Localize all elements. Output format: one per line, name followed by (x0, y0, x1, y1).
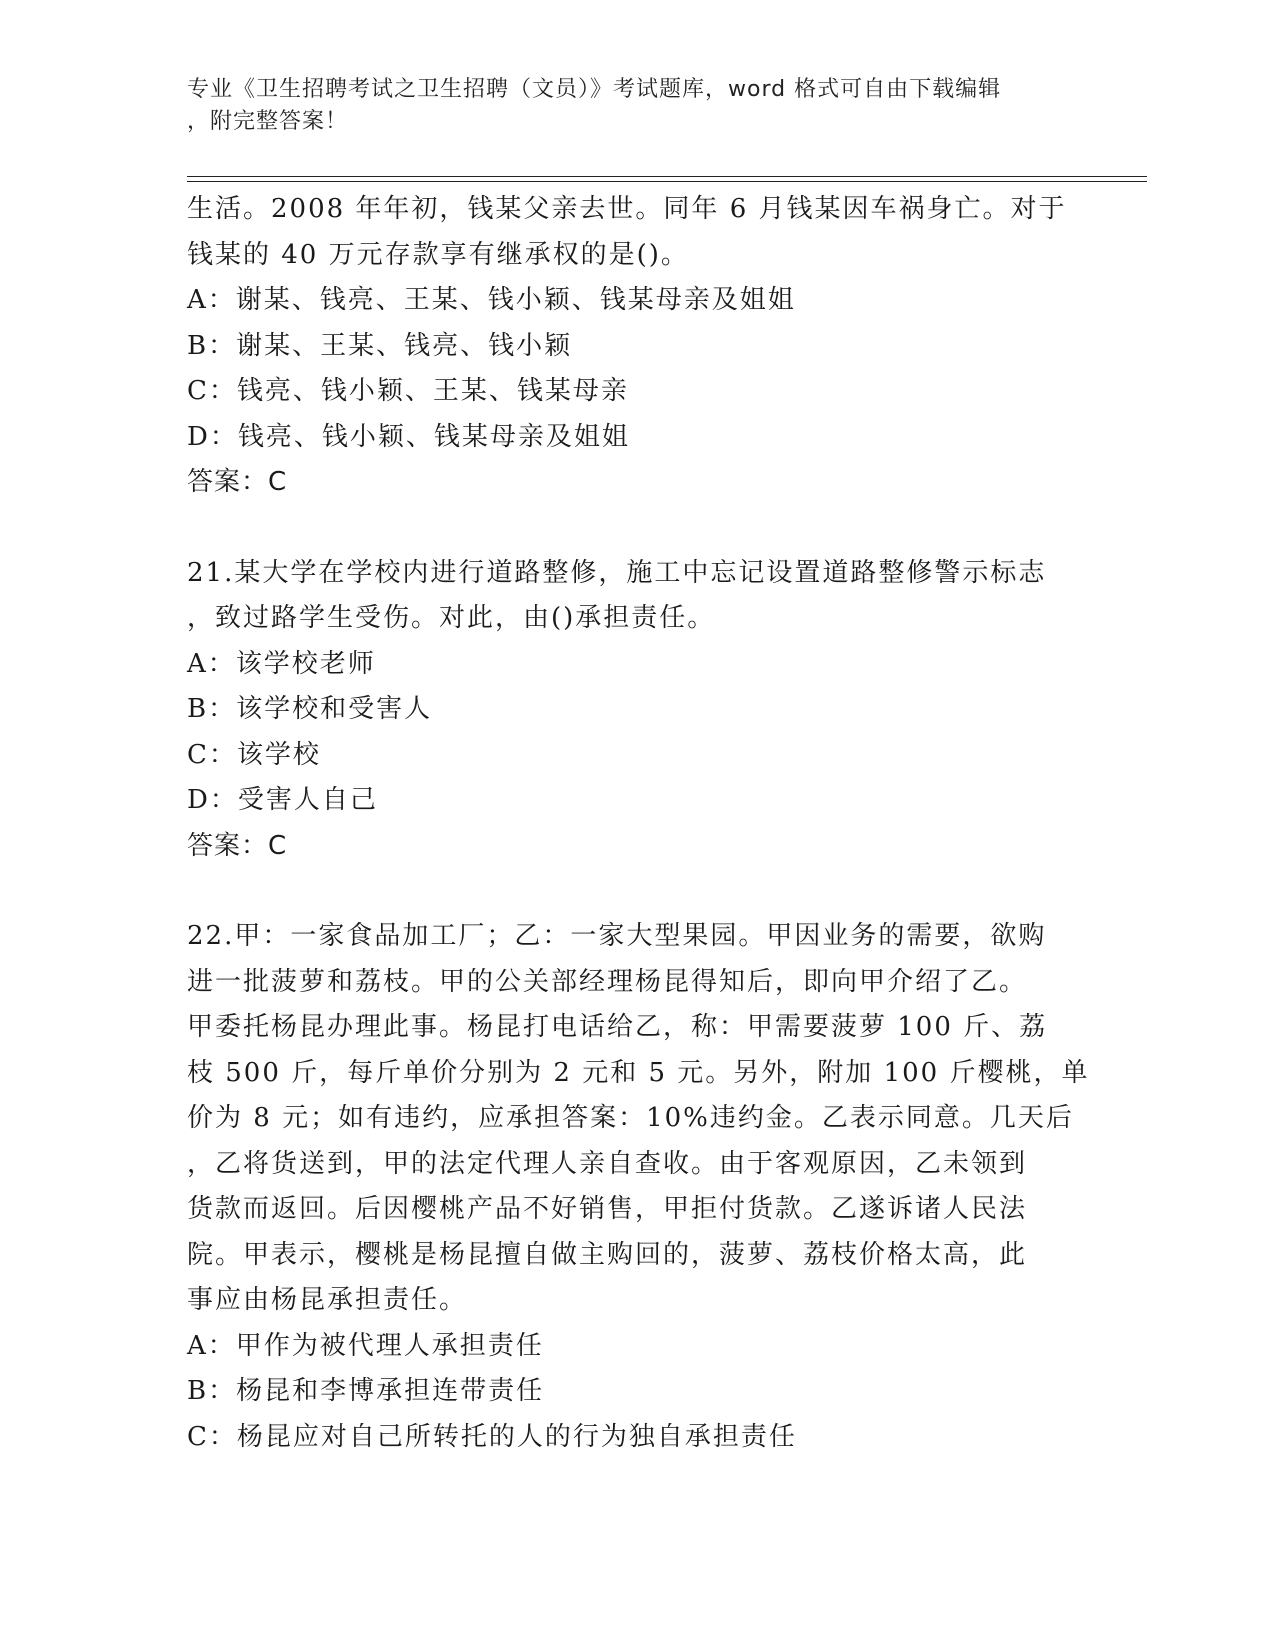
question-stem-line: 进一批菠萝和荔枝。甲的公关部经理杨昆得知后，即向甲介绍了乙。 (187, 966, 1028, 997)
question-22 (187, 914, 1090, 1460)
answer-line: 答案：C (187, 467, 288, 497)
option-d: D：受害人自己 (187, 785, 378, 815)
question-stem-line: ，乙将货送到，甲的法定代理人亲自查收。由于客观原因，乙未领到 (187, 1148, 1028, 1179)
spacer (187, 506, 1087, 551)
question-stem-line: 21.某大学在学校内进行道路整修，施工中忘记设置道路整修警示标志 (187, 557, 1047, 588)
question-stem-line: 价为 8 元；如有违约，应承担答案：10%违约金。乙表示同意。几天后 (187, 1103, 1074, 1133)
option-c: C：杨昆应对自己所转托的人的行为独自承担责任 (187, 1421, 797, 1452)
question-stem-line: 院。甲表示，樱桃是杨昆擅自做主购回的，菠萝、荔枝价格太高，此 (187, 1239, 1028, 1270)
option-d: D：钱亮、钱小颖、钱某母亲及姐姐 (187, 421, 630, 452)
question-stem-line: 枝 500 斤，每斤单价分别为 2 元和 5 元。另外，附加 100 斤樱桃，单 (187, 1057, 1090, 1088)
option-a: A：该学校老师 (187, 648, 376, 679)
question-stem-line: ，致过路学生受伤。对此，由()承担责任。 (187, 603, 716, 633)
option-c: C：该学校 (187, 739, 321, 770)
option-a: A：谢某、钱亮、王某、钱小颖、钱某母亲及姐姐 (187, 285, 796, 315)
spacer (187, 869, 1087, 914)
question-stem-line: 钱某的 40 万元存款享有继承权的是()。 (187, 239, 689, 270)
option-b: B：该学校和受害人 (187, 694, 433, 724)
page-header (187, 74, 1067, 138)
question-stem-line: 22.甲：一家食品加工厂；乙：一家大型果园。甲因业务的需要，欲购 (187, 921, 1047, 951)
option-a: A：甲作为被代理人承担责任 (187, 1330, 544, 1361)
option-b: B：杨昆和李博承担连带责任 (187, 1376, 545, 1406)
header-divider-bottom (187, 181, 1147, 182)
question-stem-line: 事应由杨昆承担责任。 (187, 1285, 468, 1315)
option-b: B：谢某、王某、钱亮、钱小颖 (187, 330, 573, 361)
document-body (187, 187, 1090, 1460)
question-21 (187, 551, 1087, 870)
answer-line: 答案：C (187, 830, 288, 861)
option-c: C：钱亮、钱小颖、王某、钱某母亲 (187, 376, 629, 406)
question-stem-line: 生活。2008 年年初，钱某父亲去世。同年 6 月钱某因车祸身亡。对于 (187, 194, 1067, 224)
header-line-1: 专业《卫生招聘考试之卫生招聘（文员）》考试题库，word 格式可自由下载编辑 (187, 77, 1002, 102)
header-divider-top (187, 176, 1147, 177)
question-20 (187, 187, 1087, 506)
header-line-2: ，附完整答案！ (187, 109, 349, 134)
question-stem-line: 甲委托杨昆办理此事。杨昆打电话给乙，称：甲需要菠萝 100 斤、荔 (187, 1012, 1048, 1042)
question-stem-line: 货款而返回。后因樱桃产品不好销售，甲拒付货款。乙遂诉诸人民法 (187, 1194, 1028, 1224)
